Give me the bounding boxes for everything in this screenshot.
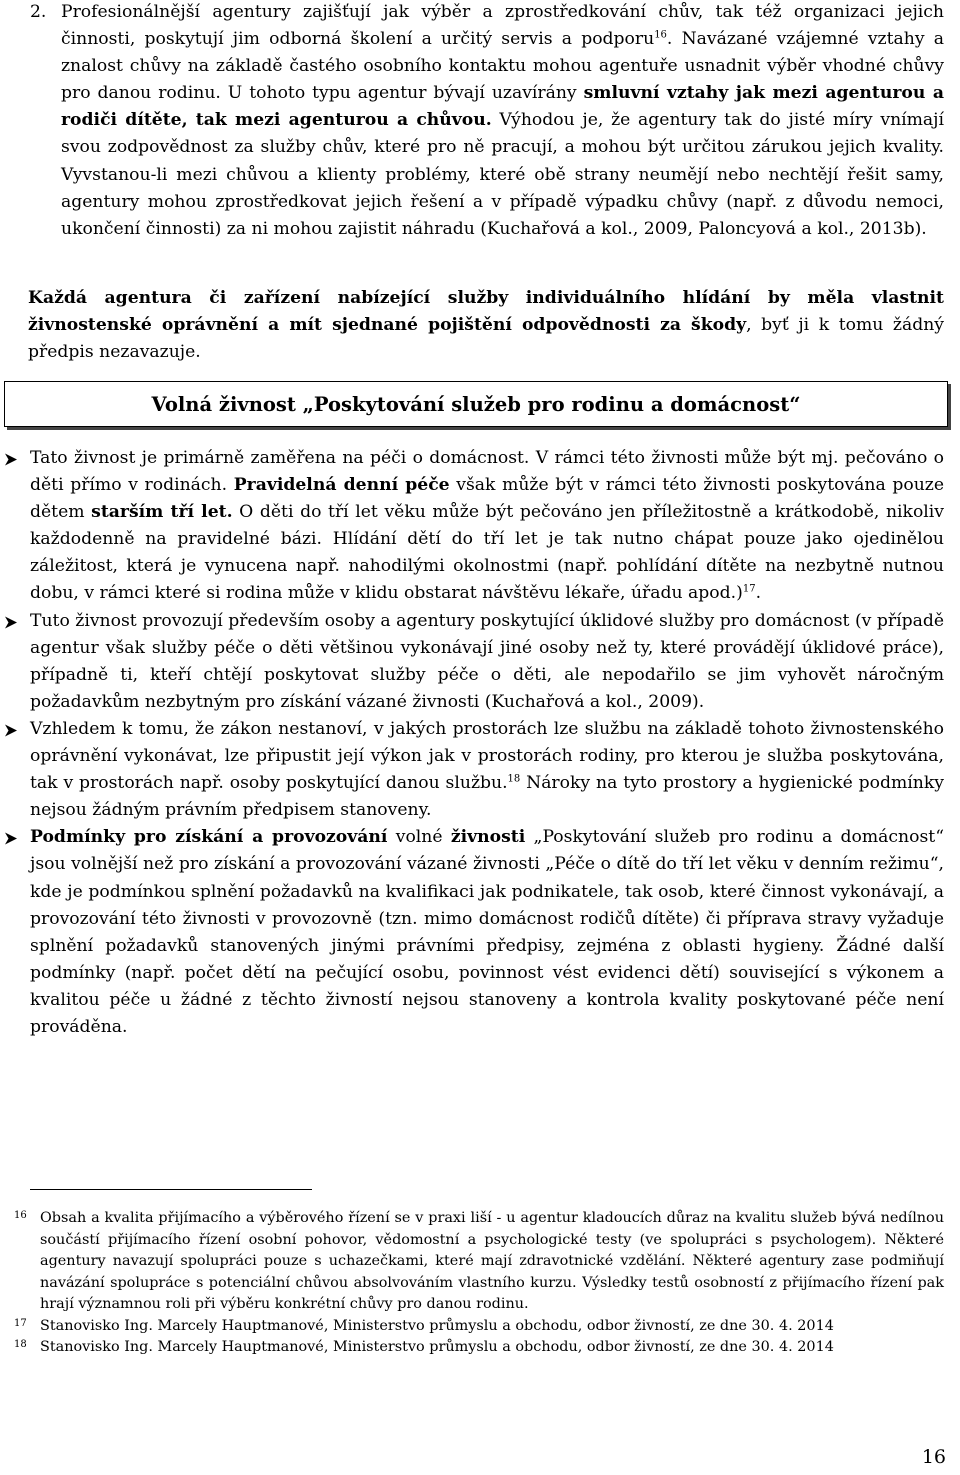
arrowhead-bullet-icon — [4, 453, 18, 466]
item-text-1: Profesionálnější agentury zajišťují jak výběr a zprostředkování chův, tak též organizaci jejich činnosti, poskytují jim odborná školení a určitý servis a podporu — [61, 2, 944, 50]
footnote-text: Stanovisko Ing. Marcely Hauptmanové, Ministerstvo průmyslu a obchodu, odbor živností, ze dne 30. 4. 2014 — [40, 1317, 834, 1334]
numbered-item-2 — [30, 0, 944, 243]
bullet4-bold-2: živnosti — [450, 827, 526, 848]
footnote-16 — [14, 1208, 944, 1316]
footnote-ref-18[interactable]: 18 — [507, 773, 521, 785]
footnote-number: 16 — [14, 1210, 27, 1221]
licence-paragraph — [28, 285, 944, 366]
footnote-17 — [14, 1316, 944, 1338]
footnote-number: 18 — [14, 1339, 27, 1350]
bullet4-bold-1: Podmínky pro získání a provozování — [30, 827, 388, 848]
bullet1-text-4: . — [755, 583, 762, 604]
bullet1-bold-1: Pravidelná denní péče — [233, 475, 450, 496]
arrowhead-bullet-icon — [4, 832, 18, 845]
item-text-3: Výhodou je, že agentury tak do jisté míry vnímají svou zodpovědnost za služby chův, které pro ně pracují, a mohou být určitou zárukou jejich kvality. Vyvstanou-li mezi chůvou a klienty problémy, které obě strany neumějí nebo nechtějí řešit samy, agentury mohou zprostředkovat jejich řešení a v případě výpadku chůvy (např. z důvodu nemoci, ukončení činnosti) za ni mohou zajistit náhradu (Kuchařová a kol., 2009, Paloncyová a kol., 2013b). — [61, 110, 945, 239]
section-box-title: Volná živnost „Poskytování služeb pro rodinu a domácnost“ — [4, 381, 948, 427]
bullet-item-3 — [0, 716, 944, 824]
footnotes — [14, 1208, 944, 1359]
footnote-separator — [30, 1189, 312, 1190]
bullet1-text-2: však může být v rámci této živnosti poskytována pouze dětem — [30, 475, 944, 523]
arrowhead-bullet-icon — [4, 616, 18, 629]
bullet1-text-1: Tato živnost je primárně zaměřena na péči o domácnost. V rámci této živnosti může být mj. pečováno o děti přímo v rodinách. — [30, 448, 944, 496]
footnote-18 — [14, 1337, 944, 1359]
bullet1-bold-2: starším tří let. — [91, 502, 233, 523]
bullet-item-2 — [0, 608, 944, 716]
arrowhead-bullet-icon — [4, 724, 18, 737]
bullet-list — [0, 445, 960, 1041]
bullet2-text: Tuto živnost provozují především osoby a agentury poskytující úklidové služby pro domácnost (v případě agentur však služby péče o děti většinou vykonávají jiné osoby než ty, které provádějí úklidové práce), případně ti, kteří chtějí poskytovat služby péče o děti, ale nepodařilo se jim vyhovět náročným požadavkům nezbytným pro získání vázané živnosti (Kuchařová a kol., 2009). — [30, 610, 944, 712]
item-bold-text: smluvní vztahy jak mezi agenturou a rodiči dítěte, tak mezi agenturou a chůvou. — [61, 83, 944, 131]
footnote-ref-17[interactable]: 17 — [742, 583, 756, 595]
bullet4-text-2: „Poskytování služeb pro rodinu a domácnost“ jsou volnější než pro získání a provozování vázané živnosti „Péče o dítě do tří let věku v denním režimu“, kde je podmínkou splnění požadavků na kvalifikaci jak podnikatele, tak osob, které činnost vykonávají, a provozování této živnosti v provozovně (tzn. mimo domácnost rodičů dítěte) či příprava stravy vyžaduje splnění požadavků stanovených jinými právními předpisy, zejména z oblasti hygieny. Žádné další podmínky (např. počet dětí na pečující osobu, povinnost vést evidenci dětí) související s výkonem a kvalitou péče u žádné z těchto živností nejsou stanoveny a kontrola kvality poskytované péče není prováděna. — [30, 827, 944, 1037]
footnote-text: Obsah a kvalita přijímacího a výběrového řízení se v praxi liší - u agentur kladoucích důraz na kvalitu služeb bývá nedílnou součástí přijímacího řízení osobní pohovor, vědomostní a psychologické testy (ve spolupráci s psychologem). Některé agentury navazují spolupráci pouze s uchazečkami, které mají zdravotnické vzdělání. Některé agentury zase podmiňují navázání spolupráce s potenciální chůvou absolvováním vlastního kurzu. Výsledky testů osobností z přijímacího řízení pak hrají významnou roli při výběru konkrétní chůvy pro danou rodinu. — [40, 1210, 944, 1312]
item-number: 2. — [30, 2, 47, 22]
footnote-ref-16[interactable]: 16 — [654, 29, 667, 41]
bullet1-text-3: O děti do tří let věku může být pečováno jen příležitostně a krátkodobě, nikoliv každodenně na pravidelné bázi. Hlídání dětí do tří let je tak nutno chápat pouze jako ojedinělou záležitost, která je vynucena např. nahodilými okolnostmi (např. pohlídání dítěte na nezbytně nutnou dobu, v rámci které si rodina může v klidu obstarat návštěvu lékaře, úřadu apod.) — [30, 502, 945, 604]
footnote-text: Stanovisko Ing. Marcely Hauptmanové, Ministerstvo průmyslu a obchodu, odbor živností, ze dne 30. 4. 2014 — [40, 1339, 834, 1355]
page-number: 16 — [921, 1446, 946, 1468]
licence-bold-text: Každá agentura či zařízení nabízející služby individuálního hlídání by měla vlastnit živnostenské oprávnění a mít sjednané pojištění odpovědnosti za škody — [28, 288, 944, 336]
bullet3-text-2: Nároky na tyto prostory a hygienické podmínky nejsou žádným právním předpisem stanoveny. — [30, 773, 944, 821]
item-text-2: . Navázané vzájemné vztahy a znalost chůvy na základě častého osobního kontaktu mohou agentuře usnadnit výběr vhodné chůvy pro danou rodinu. U tohoto typu agentur bývají uzavírány — [61, 29, 944, 104]
bullet-item-1 — [0, 445, 944, 608]
licence-text: , byť ji k tomu žádný předpis nezavazuje. — [28, 315, 944, 363]
bullet3-text-1: Vzhledem k tomu, že zákon nestanoví, v jakých prostorách lze službu na základě tohoto živnostenského oprávnění vykonávat, lze připustit její výkon jak v prostorách rodiny, pro kterou je služba poskytována, tak v prostorách např. osoby poskytující danou službu. — [30, 718, 944, 794]
bullet-item-4 — [0, 824, 944, 1041]
bullet4-text-1: volné — [387, 827, 451, 848]
footnote-number: 17 — [14, 1317, 27, 1329]
